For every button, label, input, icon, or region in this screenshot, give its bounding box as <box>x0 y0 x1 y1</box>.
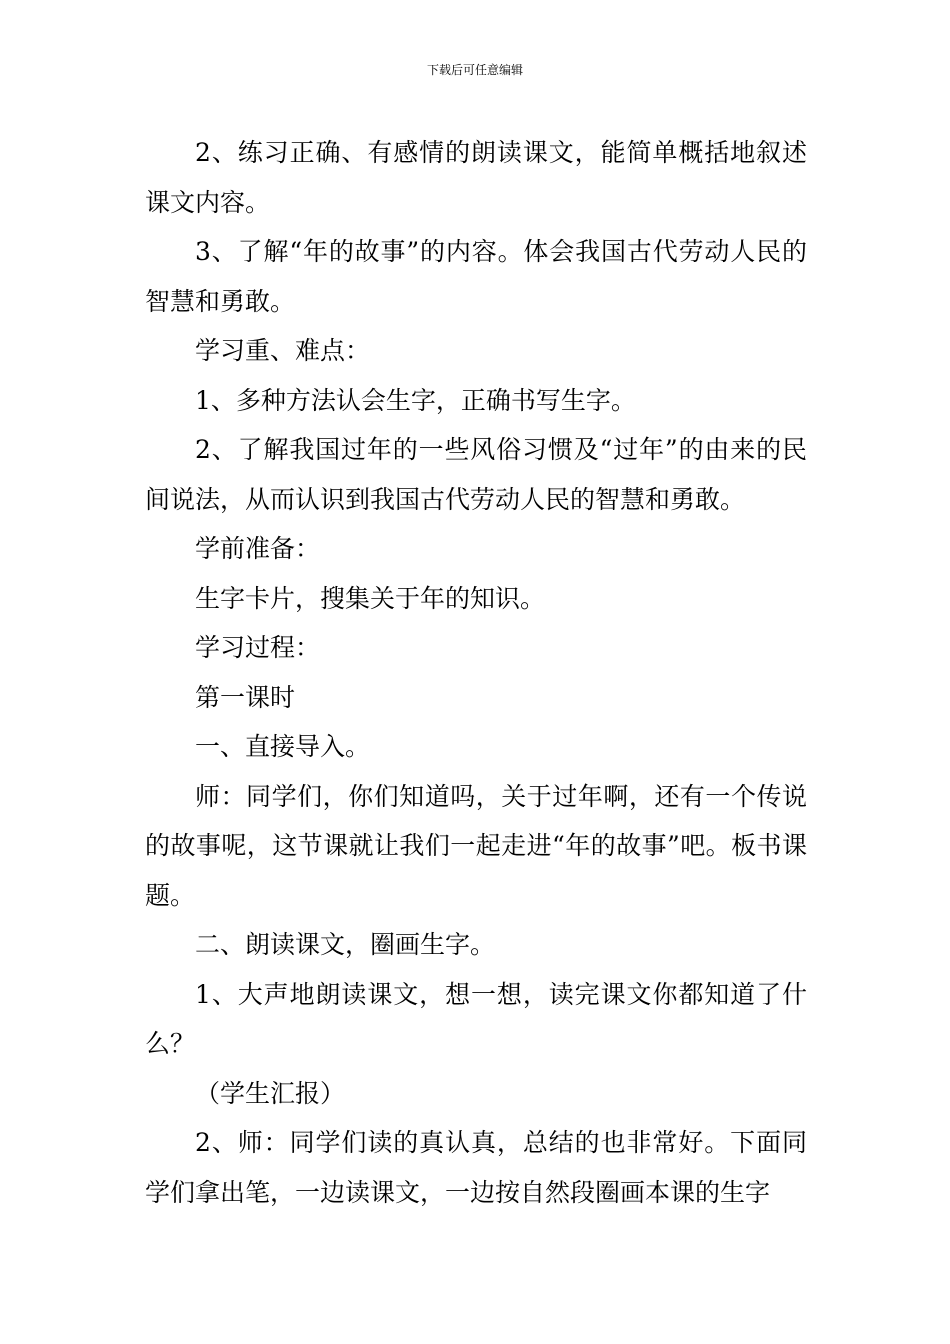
section-heading-process: 学习过程： <box>195 633 321 662</box>
paragraph-preparation: 生字卡片，搜集关于年的知识。 <box>195 583 546 613</box>
step-heading-introduction: 一、直接导入。 <box>195 732 371 761</box>
section-heading-preparation: 学前准备： <box>195 534 321 563</box>
paragraph-reading-2: 2、师：同学们读的真认真，总结的也非常好。下面同学们拿出笔，一边读课文，一边按自然段圈画本课的生字 <box>145 1128 807 1207</box>
paragraph-key-point-2: 2、了解我国过年的一些风俗习惯及“过年”的由来的民间说法，从而认识到我国古代劳动人民的智慧和勇敢。 <box>145 435 807 514</box>
paragraph-objective-2: 2、练习正确、有感情的朗读课文，能简单概括地叙述课文内容。 <box>145 138 807 217</box>
paragraph-teacher-intro: 师：同学们，你们知道吗，关于过年啊，还有一个传说的故事呢，这节课就让我们一起走进“年的故事”吧。板书课题。 <box>145 781 807 910</box>
paragraph-reading-1: 1、大声地朗读课文，想一想，读完课文你都知道了什么？ <box>145 979 807 1058</box>
paragraph-key-point-1: 1、多种方法认会生字，正确书写生字。 <box>195 385 636 415</box>
section-heading-key-points: 学习重、难点： <box>195 336 371 365</box>
section-heading-first-lesson: 第一课时 <box>195 682 296 712</box>
page-header: 下载后可任意编辑 <box>426 63 523 77</box>
paragraph-objective-3: 3、了解“年的故事”的内容。体会我国古代劳动人民的智慧和勇敢。 <box>145 237 807 316</box>
document-body <box>145 128 807 1217</box>
step-heading-reading: 二、朗读课文，圈画生字。 <box>195 930 496 959</box>
paragraph-student-report: （学生汇报） <box>195 1078 346 1108</box>
